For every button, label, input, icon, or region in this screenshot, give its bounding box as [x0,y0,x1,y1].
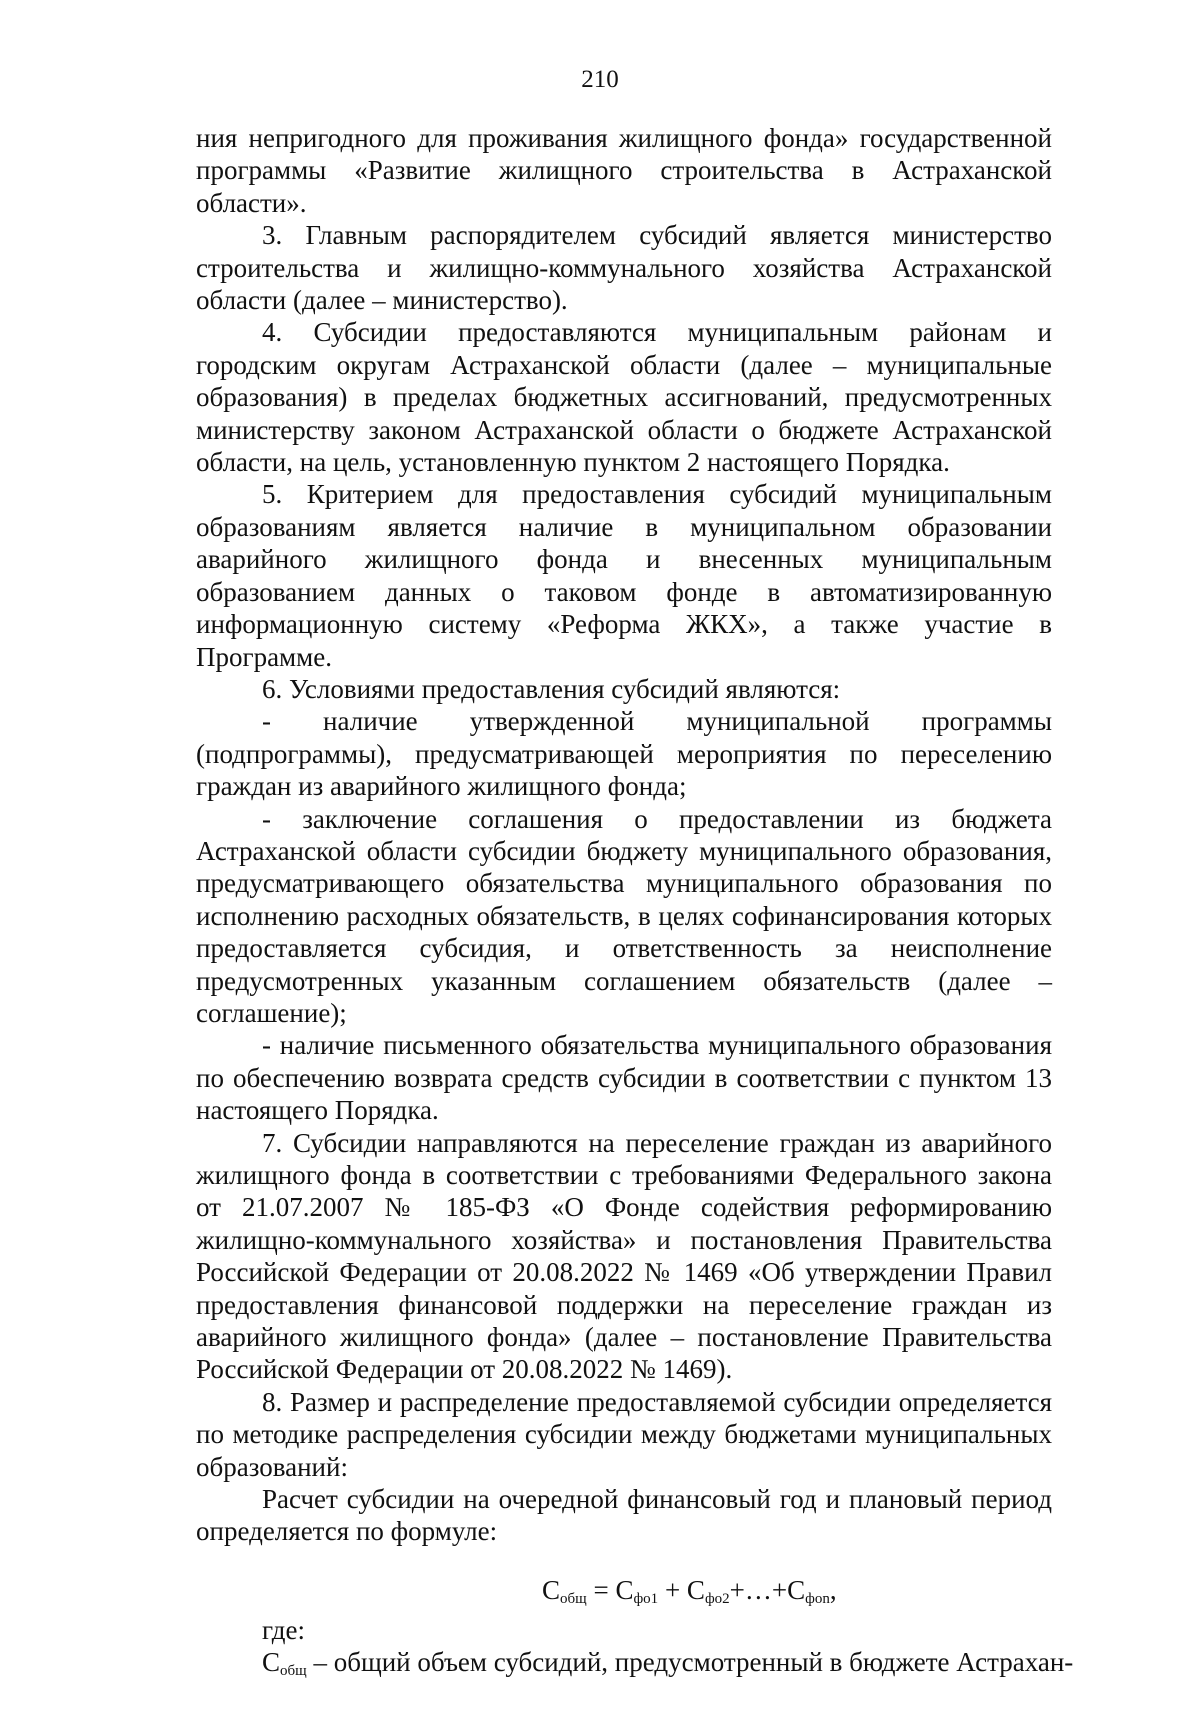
formula-subscript: общ [560,1590,587,1607]
formula-operator: + [658,1574,687,1605]
definition-symbol: С [262,1647,281,1678]
page-number: 210 [581,66,619,93]
formula-operator: +…+ [729,1574,788,1605]
formula-intro: Расчет субсидии на очередной финансовый год и плановый период определяется по формуле: [196,1484,1052,1547]
paragraph-continuation: ния непригодного для проживания жилищного фонда» государственной программы «Развитие жилищного строительства в Астраханской области». [196,123,1052,218]
document-body [196,122,1074,1680]
where-label: где: [262,1614,305,1645]
formula-subscript: фо2 [704,1590,730,1607]
paragraph-8: 8. Размер и распределение предоставляемой субсидии определяется по методике распределения субсидии между бюджетами муниципальных образований: [196,1386,1052,1482]
paragraph-4: 4. Субсидии предоставляются муниципальным районам и городским округам Астраханской области (далее – муниципальные образования) в пределах бюджетных ассигнований, предусмотренных министерству законом Астраханской области о бюджете Астраханской области, на цель, установленную пунктом 2 настоящего Порядка. [196,317,1052,478]
formula-operator: = [586,1574,616,1605]
condition-item-1: - наличие утвержденной муниципальной программы (подпрограммы), предусматривающей мероприятия по переселению граждан из аварийного жилищного фонда; [196,706,1052,802]
formula-symbol: С [686,1574,705,1605]
paragraph-3: 3. Главным распорядителем субсидий является министерство строительства и жилищно-коммунального хозяйства Астраханской области (далее – министерство). [196,220,1052,316]
formula-symbol: С [787,1574,806,1605]
formula-subscript: фоn [805,1590,830,1607]
formula-symbol: С [542,1574,561,1605]
paragraph-5: 5. Критерием для предоставления субсидий муниципальным образованиям является наличие в муниципальном образовании аварийного жилищного фонда и внесенных муниципальным образованием данных о таковом фонде в автоматизированную информационную систему «Реформа ЖКХ», а также участие в Программе. [196,479,1052,672]
definition-total [196,1646,1074,1680]
condition-item-3: - наличие письменного обязательства муниципального образования по обеспечению возврата средств субсидии в соответствии с пунктом 13 настоящего Порядка. [196,1030,1052,1126]
formula-subscript: фо1 [633,1590,659,1607]
definition-text: – общий объем субсидий, предусмотренный в бюджете Астрахан- [306,1647,1074,1678]
paragraph-6: 6. Условиями предоставления субсидий являются: [262,673,841,704]
subsidy-formula [196,1572,1052,1608]
condition-item-2: - заключение соглашения о предоставлении из бюджета Астраханской области субсидии бюджету муниципального образования, предусматривающего обязательства муниципального образования по исполнению расходных обязательств, в целях софинансирования которых предоставляется субсидия, и ответственность за неисполнение предусмотренных указанным соглашением обязательств (далее – соглашение); [196,803,1052,1028]
definition-subscript: общ [280,1663,307,1680]
formula-symbol: С [615,1574,634,1605]
paragraph-7: 7. Субсидии направляются на переселение граждан из аварийного жилищного фонда в соответствии с требованиями Федерального закона от 21.07.2007 № 185-ФЗ «О Фонде содействия реформированию жилищно-коммунального хозяйства» и постановления Правительства Российской Федерации от 20.08.2022 № 1469 «Об утверждении Правил предоставления финансовой поддержки на переселение граждан из аварийного жилищного фонда» (далее – постановление Правительства Российской Федерации от 20.08.2022 № 1469). [196,1127,1052,1385]
formula-punctuation: , [829,1574,837,1605]
